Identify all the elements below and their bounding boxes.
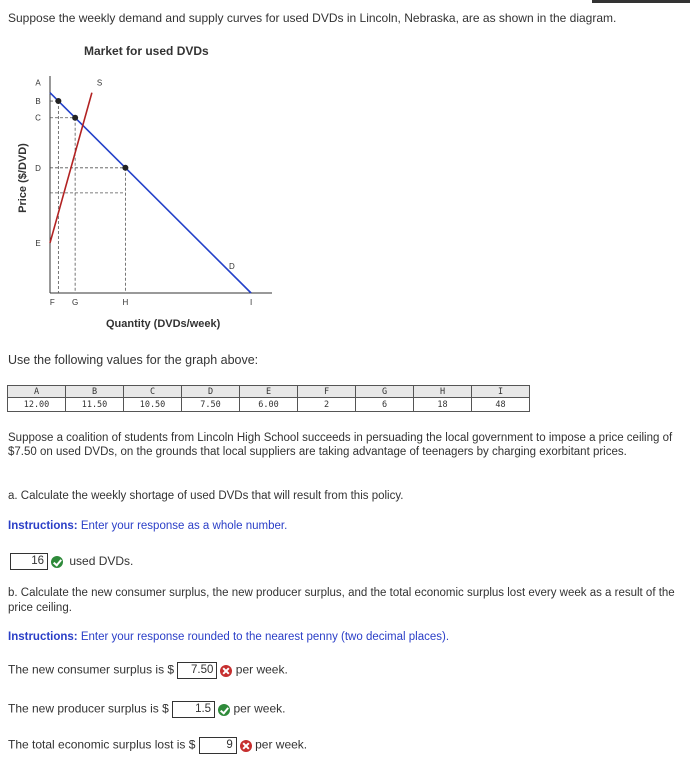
error-icon xyxy=(240,740,252,752)
check-icon xyxy=(218,704,230,716)
table-value-B: 11.50 xyxy=(66,398,124,412)
table-value-A: 12.00 xyxy=(8,398,66,412)
producer-suffix: per week. xyxy=(233,701,286,716)
consumer-suffix: per week. xyxy=(235,662,288,677)
table-value-H: 18 xyxy=(414,398,472,412)
total-prefix: The total economic surplus lost is $ xyxy=(8,737,196,752)
values-header-row xyxy=(8,386,530,398)
consumer-surplus-input[interactable]: 7.50 xyxy=(177,662,217,679)
shortage-suffix: used DVDs. xyxy=(69,553,134,568)
part-a-instructions xyxy=(8,520,287,532)
x-tick-label-I: I xyxy=(249,298,253,307)
table-value-I: 48 xyxy=(472,398,530,412)
total-surplus-row xyxy=(8,737,307,754)
table-header-D: D xyxy=(182,386,240,398)
shortage-input[interactable]: 16 xyxy=(10,553,48,570)
y-tick-label-D: D xyxy=(35,163,41,173)
part-a-answer-row xyxy=(10,553,133,570)
table-header-A: A xyxy=(8,386,66,398)
data-point-0 xyxy=(55,98,61,104)
part-b-instructions xyxy=(8,631,449,643)
x-tick-label-H: H xyxy=(122,298,129,307)
check-icon xyxy=(51,556,63,568)
instructions-text: Enter your response rounded to the nearest penny (two decimal places). xyxy=(77,631,450,643)
producer-surplus-row xyxy=(8,701,285,718)
y-axis-label: Price ($/DVD) xyxy=(17,143,29,213)
total-surplus-input[interactable]: 9 xyxy=(199,737,237,754)
total-suffix: per week. xyxy=(255,737,308,752)
x-tick-label-G: G xyxy=(72,298,79,307)
series-label-S: S xyxy=(96,78,103,88)
table-value-E: 6.00 xyxy=(240,398,298,412)
y-tick-label-A: A xyxy=(35,78,41,88)
instructions-label: Instructions: xyxy=(8,631,78,643)
instructions-text: Enter your response as a whole number. xyxy=(77,520,288,532)
table-value-C: 10.50 xyxy=(124,398,182,412)
table-header-H: H xyxy=(414,386,472,398)
table-value-G: 6 xyxy=(356,398,414,412)
y-tick-label-C: C xyxy=(35,113,41,123)
chart-title: Market for used DVDs xyxy=(84,44,209,58)
table-header-G: G xyxy=(356,386,414,398)
table-value-D: 7.50 xyxy=(182,398,240,412)
table-header-C: C xyxy=(124,386,182,398)
producer-prefix: The new producer surplus is $ xyxy=(8,701,169,716)
error-icon xyxy=(220,665,232,677)
table-header-E: E xyxy=(240,386,298,398)
table-header-B: B xyxy=(66,386,124,398)
table-value-F: 2 xyxy=(298,398,356,412)
producer-surplus-input[interactable]: 1.5 xyxy=(172,701,215,718)
values-intro: Use the following values for the graph above: xyxy=(8,353,259,367)
series-label-D: D xyxy=(229,262,235,271)
scenario-text: Suppose a coalition of students from Lincoln High School succeeds in persuading the local government to impose a price ceiling of $7.50 on used DVDs, on the grounds that local suppliers are taking advantage of teenagers by charging exorbitant prices. xyxy=(8,432,673,458)
part-b-question: b. Calculate the new consumer surplus, the new producer surplus, and the total economic surplus lost every week as a result of the price ceiling. xyxy=(8,587,675,614)
y-tick-label-E: E xyxy=(35,238,41,248)
intro-text: Suppose the weekly demand and supply curves for used DVDs in Lincoln, Nebraska, are as shown in the diagram. xyxy=(8,11,617,25)
values-table xyxy=(7,385,530,412)
y-tick-label-B: B xyxy=(35,97,41,107)
values-row xyxy=(8,398,530,412)
data-point-2 xyxy=(122,165,128,171)
table-header-I: I xyxy=(472,386,530,398)
instructions-label: Instructions: xyxy=(8,520,78,532)
market-chart xyxy=(0,60,300,315)
consumer-surplus-row xyxy=(8,662,288,679)
x-tick-label-F: F xyxy=(49,298,55,307)
consumer-prefix: The new consumer surplus is $ xyxy=(8,662,175,677)
data-point-1 xyxy=(72,115,78,121)
table-header-F: F xyxy=(298,386,356,398)
top-bar xyxy=(592,0,690,3)
part-a-question: a. Calculate the weekly shortage of used DVDs that will result from this policy. xyxy=(8,490,404,502)
x-axis-label: Quantity (DVDs/week) xyxy=(106,318,221,330)
